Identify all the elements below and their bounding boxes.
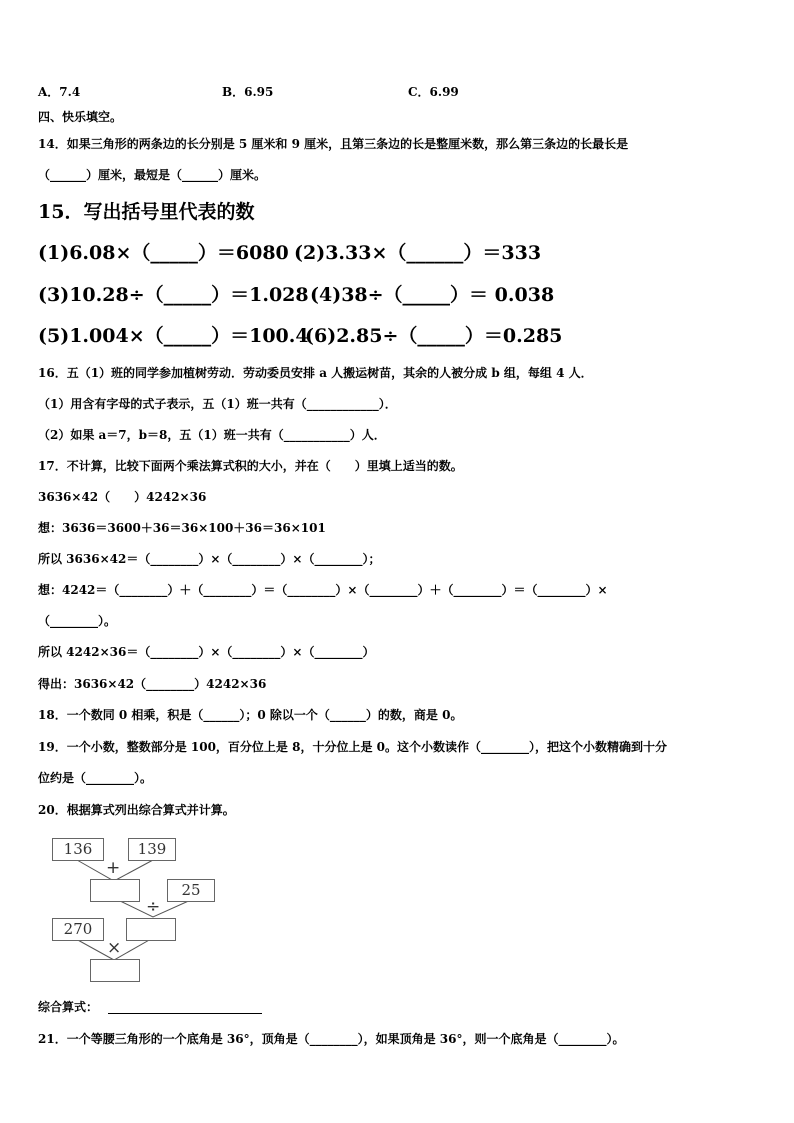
- q17-line2: 想：3636＝3600＋36＝36×100＋36＝36×101: [38, 521, 326, 535]
- q17-line5: （________）。: [38, 614, 117, 628]
- plus-sign: +: [106, 858, 121, 878]
- q17-line3: 所以 3636×42＝（________）×（________）×（________）；: [38, 552, 381, 566]
- q15-item-3: (3)10.28÷（_____）＝1.028: [38, 284, 309, 306]
- q15-title: 15．写出括号里代表的数: [38, 201, 255, 223]
- number-box-25: 25: [167, 879, 215, 902]
- calc-diagram: [50, 836, 240, 986]
- q21-text: 21．一个等腰三角形的一个底角是 36°，顶角是（________），如果顶角是 36°，则一个底角是（________）。: [38, 1032, 625, 1046]
- q17-stem: 17．不计算，比较下面两个乘法算式积的大小，并在（ ）里填上适当的数。: [38, 459, 463, 473]
- option-a: A．7.4: [38, 85, 81, 99]
- empty-result-box-1[interactable]: [90, 879, 140, 902]
- q16-stem: 16．五（1）班的同学参加植树劳动．劳动委员安排 a 人搬运树苗，其余的人被分成 b 组，每组 4 人．: [38, 366, 593, 380]
- q14-line2: （______）厘米，最短是（______）厘米。: [38, 168, 267, 182]
- q14-line1: 14．如果三角形的两条边的长分别是 5 厘米和 9 厘米，且第三条边的长是整厘米数，那么第三条边的长最长是: [38, 137, 629, 151]
- number-box-139: 139: [128, 838, 176, 861]
- q15-item-1: (1)6.08×（_____）＝6080: [38, 242, 289, 264]
- q15-item-5: (5)1.004×（_____）＝100.4: [38, 325, 309, 347]
- option-b: B．6.95: [222, 85, 274, 99]
- q17-line4: 想：4242＝（________）＋（________）＝（________）×（________）＋（________）＝（________）×: [38, 583, 608, 597]
- q17-line1: 3636×42（ ）4242×36: [38, 490, 207, 504]
- option-c: C．6.99: [408, 85, 459, 99]
- q15-item-4: (4)38÷（_____）＝ 0.038: [310, 284, 555, 306]
- q19-line1: 19．一个小数，整数部分是 100，百分位上是 8，十分位上是 0。这个小数读作（________），把这个小数精确到十分: [38, 740, 667, 754]
- q16-part1: （1）用含有字母的式子表示，五（1）班一共有（____________）．: [38, 397, 397, 411]
- q16-part2: （2）如果 a＝7，b＝8，五（1）班一共有（___________）人．: [38, 428, 386, 442]
- number-box-136: 136: [52, 838, 104, 861]
- multiply-sign: ×: [107, 938, 122, 958]
- q17-line6: 所以 4242×36＝（________）×（________）×（________）: [38, 645, 375, 659]
- number-box-270: 270: [52, 918, 104, 941]
- section-heading: 四、快乐填空。: [38, 110, 123, 124]
- q18-text: 18．一个数同 0 相乘，积是（______）；0 除以一个（______）的数，商是 0。: [38, 708, 463, 722]
- answer-label: 综合算式：: [38, 1000, 99, 1014]
- empty-result-box-3[interactable]: [90, 959, 140, 982]
- q19-line2: 位约是（________）。: [38, 771, 153, 785]
- q15-item-6: (6)2.85÷（_____）＝0.285: [305, 325, 563, 347]
- q17-line7: 得出：3636×42（________）4242×36: [38, 677, 267, 691]
- q20-stem: 20．根据算式列出综合算式并计算。: [38, 803, 235, 817]
- q15-item-2: (2)3.33×（______）＝333: [294, 242, 542, 264]
- answer-line[interactable]: [108, 1013, 262, 1014]
- divide-sign: ÷: [146, 897, 161, 917]
- empty-result-box-2[interactable]: [126, 918, 176, 941]
